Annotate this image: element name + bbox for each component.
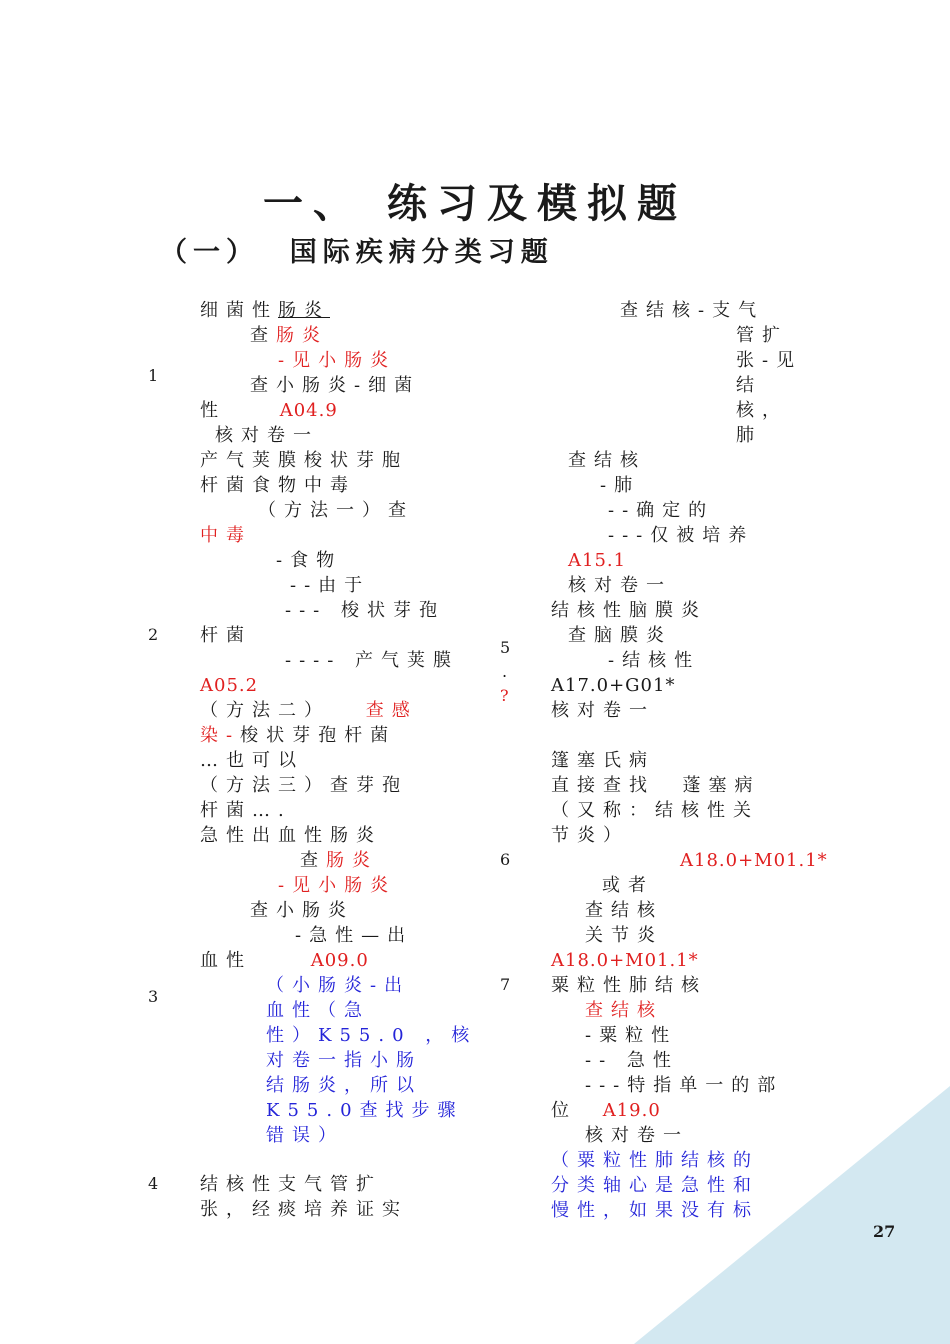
text-line — [200, 398, 338, 423]
text-line: ---特指单一的部 — [585, 1075, 784, 1096]
text-line: 核， — [736, 400, 788, 421]
text-line: 直接查找 蓬塞病 — [551, 775, 761, 796]
text-span: 查 — [250, 325, 276, 346]
text-line: 对卷一指小肠 — [266, 1050, 422, 1071]
text-line: --- 梭状芽孢 — [285, 600, 445, 621]
text-line: 查结核 — [568, 450, 646, 471]
text-line: A05.2 — [200, 675, 259, 696]
text-line: 杆菌 — [200, 625, 252, 646]
text-line — [200, 723, 396, 748]
question-number-3: 3 — [148, 987, 159, 1006]
code-a090: A09.0 — [310, 950, 369, 971]
text-line: 篷塞氏病 — [551, 750, 655, 771]
text-span: 查 — [300, 850, 326, 871]
text-line: 张-见 — [736, 350, 803, 371]
text-line: 关节炎 — [585, 925, 663, 946]
text-line — [300, 848, 378, 873]
text-line: 慢性，如果没有标 — [551, 1200, 759, 1221]
text-line: 血性（急 — [266, 1000, 370, 1021]
text-line: 核对卷一 — [215, 425, 319, 446]
question-number-5: 5 — [500, 638, 511, 657]
text-line: 查结核 — [585, 900, 663, 921]
text-line: （方法三）查芽孢 — [200, 775, 408, 796]
text-line: 查脑膜炎 — [568, 625, 672, 646]
text-line: ---- 产气荚膜 — [285, 650, 460, 671]
text-line: -见小肠炎 — [278, 875, 397, 896]
text-span: 梭状芽孢杆菌 — [240, 725, 397, 746]
text-line: -见小肠炎 — [278, 350, 397, 371]
text-line: 核对卷一 — [551, 700, 655, 721]
text-line: 中毒 — [200, 525, 252, 546]
code-a049: A04.9 — [279, 400, 338, 421]
text-line — [200, 298, 330, 323]
text-line: 产气荚膜梭状芽胞 — [200, 450, 408, 471]
question-number-7: 7 — [500, 975, 511, 994]
text-line — [200, 698, 418, 723]
text-span: 位 — [551, 1100, 591, 1121]
question-number-5-mark: ? — [500, 686, 509, 705]
text-line: -急性—出 — [295, 925, 414, 946]
underlined-term: 肠炎 — [278, 300, 330, 321]
text-line: 分类轴心是急性和 — [551, 1175, 759, 1196]
text-span: 细菌性 — [200, 300, 278, 321]
question-number-2: 2 — [148, 625, 159, 644]
text-line: 杆菌…. — [200, 800, 292, 821]
text-line: A15.1 — [568, 550, 627, 571]
text-line: 张，经痰培养证实 — [200, 1199, 408, 1220]
text-line: K55.0查找步骤 — [266, 1100, 464, 1121]
text-line: 查结核-支气 — [620, 300, 765, 321]
highlight-term: 肠炎 — [326, 850, 378, 871]
text-line: 结核性脑膜炎 — [551, 600, 707, 621]
text-span: 血性 — [200, 950, 266, 971]
text-line: 性）K55.0 ，核 — [266, 1025, 478, 1046]
text-line: 结核性支气管扩 — [200, 1174, 382, 1195]
text-line: --确定的 — [608, 500, 715, 521]
question-number-5-dot: . — [502, 662, 508, 681]
text-line: 查小肠炎 — [250, 900, 354, 921]
highlight-term: 查感 — [365, 700, 418, 721]
text-line: 管扩 — [736, 325, 788, 346]
text-line: 查结核 — [585, 1000, 663, 1021]
text-line: 节炎） — [551, 825, 629, 846]
text-line: （又称：结核性关 — [551, 800, 759, 821]
page-number: 27 — [873, 1222, 896, 1241]
text-line — [200, 948, 369, 973]
text-line: 结 — [736, 375, 762, 396]
text-line: -粟粒性 — [585, 1025, 678, 1046]
highlight-term: 染- — [200, 725, 241, 746]
question-number-1: 1 — [148, 366, 159, 385]
text-line: -食物 — [276, 550, 343, 571]
text-line: A18.0+M01.1* — [680, 850, 828, 871]
text-line: -结核性 — [608, 650, 701, 671]
text-span: （方法二） — [200, 700, 344, 721]
code-a190: A19.0 — [602, 1100, 661, 1121]
text-line: -- 急性 — [585, 1050, 679, 1071]
text-line: 急性出血性肠炎 — [200, 825, 382, 846]
section-subtitle: （一） 国际疾病分类习题 — [160, 237, 554, 268]
text-line: 粟粒性肺结核 — [551, 975, 707, 996]
text-line: 核对卷一 — [568, 575, 672, 596]
question-number-6: 6 — [500, 850, 511, 869]
section-title: 一、 练习及模拟题 — [263, 180, 687, 227]
text-line: -肺 — [600, 475, 641, 496]
question-number-4: 4 — [148, 1174, 159, 1193]
text-line: 或者 — [602, 875, 654, 896]
text-line: 查小肠炎-细菌 — [250, 375, 421, 396]
text-line — [551, 1098, 661, 1123]
text-span: 性 — [200, 400, 240, 421]
text-line: （方法一）查 — [258, 500, 414, 521]
text-line: 杆菌食物中毒 — [200, 475, 356, 496]
text-line: 核对卷一 — [585, 1125, 689, 1146]
text-line: （小肠炎-出 — [266, 975, 411, 996]
text-line: 肺 — [736, 425, 762, 446]
text-line: --由于 — [290, 575, 371, 596]
text-line: （粟粒性肺结核的 — [551, 1150, 759, 1171]
text-line: 错误） — [266, 1125, 344, 1146]
text-line: 结肠炎，所以 — [266, 1075, 422, 1096]
text-line: …也可以 — [200, 750, 304, 771]
text-line: ---仅被培养 — [608, 525, 755, 546]
text-line: A18.0+M01.1* — [551, 950, 699, 971]
highlight-term: 肠炎 — [276, 325, 328, 346]
text-line — [250, 323, 328, 348]
text-line: A17.0+G01* — [551, 675, 676, 696]
